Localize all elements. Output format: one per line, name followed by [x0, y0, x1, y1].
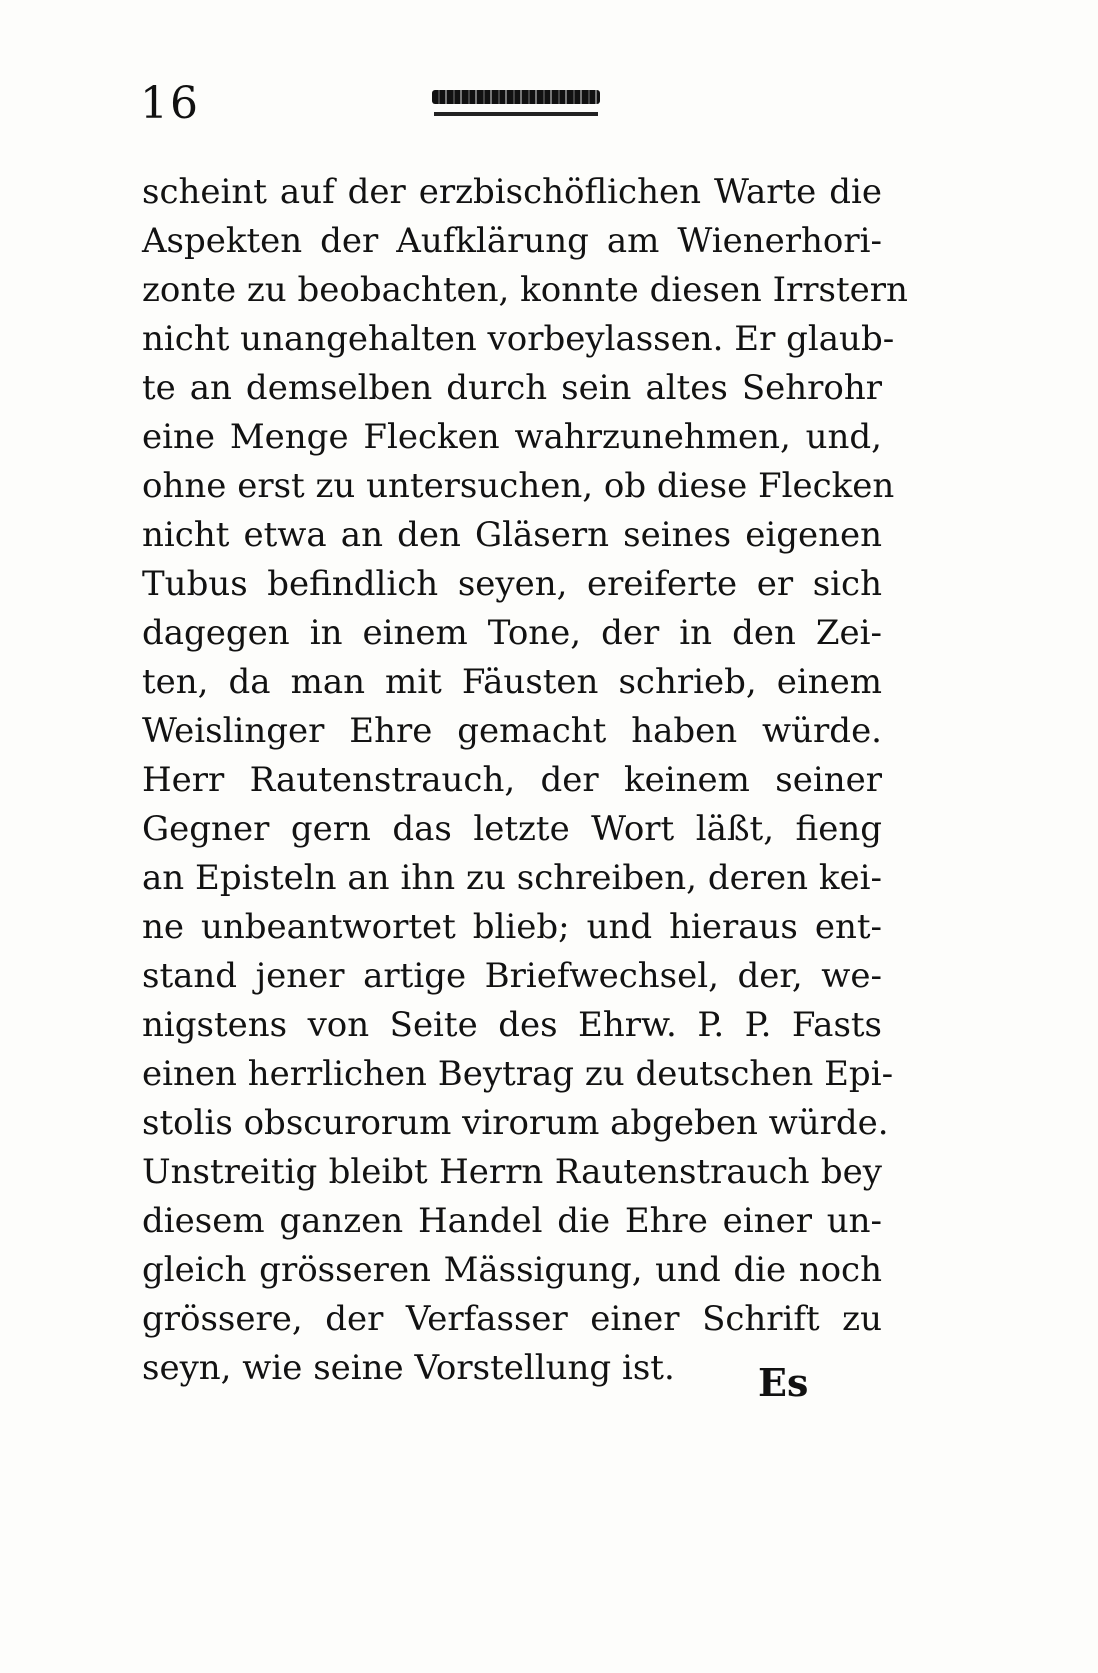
text-line: ne unbeantwortet blieb; und hieraus ent-: [142, 907, 882, 947]
text-line: Gegner gern das letzte Wort läßt, fieng: [142, 809, 882, 849]
text-line: te an demselben durch sein altes Sehrohr: [142, 368, 882, 408]
header-ornament: [432, 90, 600, 128]
text-line: stand jener artige Briefwechsel, der, we-: [142, 956, 882, 996]
ornament-band: [432, 90, 600, 104]
text-line: nicht etwa an den Gläsern seines eigenen: [142, 515, 882, 555]
text-line: nigstens von Seite des Ehrw. P. P. Fasts: [142, 1005, 882, 1045]
text-line: diesem ganzen Handel die Ehre einer un-: [142, 1201, 882, 1241]
text-line: eine Menge Flecken wahrzunehmen, und,: [142, 417, 882, 457]
text-line: Weislinger Ehre gemacht haben würde.: [142, 711, 882, 751]
text-line: Herr Rautenstrauch, der keinem seiner: [142, 760, 882, 800]
text-line: an Episteln an ihn zu schreiben, deren kei-: [142, 858, 882, 898]
text-line: ohne erst zu untersuchen, ob diese Flecken: [142, 466, 895, 506]
text-line: grössere, der Verfasser einer Schrift zu: [142, 1299, 882, 1339]
text-line: scheint auf der erzbischöflichen Warte die: [142, 172, 882, 212]
text-line: seyn, wie seine Vorstellung ist.: [142, 1348, 675, 1388]
text-line: gleich grösseren Mässigung, und die noch: [142, 1250, 882, 1290]
text-line: Aspekten der Aufklärung am Wienerhori-: [142, 221, 882, 261]
page-number: 16: [140, 78, 200, 129]
catchword: Es: [758, 1360, 809, 1405]
ornament-rule: [434, 112, 598, 116]
text-line: ten, da man mit Fäusten schrieb, einem: [142, 662, 882, 702]
text-line: Tubus befindlich seyen, ereiferte er sich: [142, 564, 882, 604]
text-line: stolis obscurorum virorum abgeben würde.: [142, 1103, 889, 1143]
body-text: [142, 168, 908, 1393]
text-line: einen herrlichen Beytrag zu deutschen Epi-: [142, 1054, 894, 1094]
page-header: [140, 70, 960, 140]
text-line: zonte zu beobachten, konnte diesen Irrstern: [142, 270, 908, 310]
text-line: Unstreitig bleibt Herrn Rautenstrauch bey: [142, 1152, 882, 1192]
text-line: dagegen in einem Tone, der in den Zei-: [142, 613, 882, 653]
text-line: nicht unangehalten vorbeylassen. Er glaub-: [142, 319, 895, 359]
